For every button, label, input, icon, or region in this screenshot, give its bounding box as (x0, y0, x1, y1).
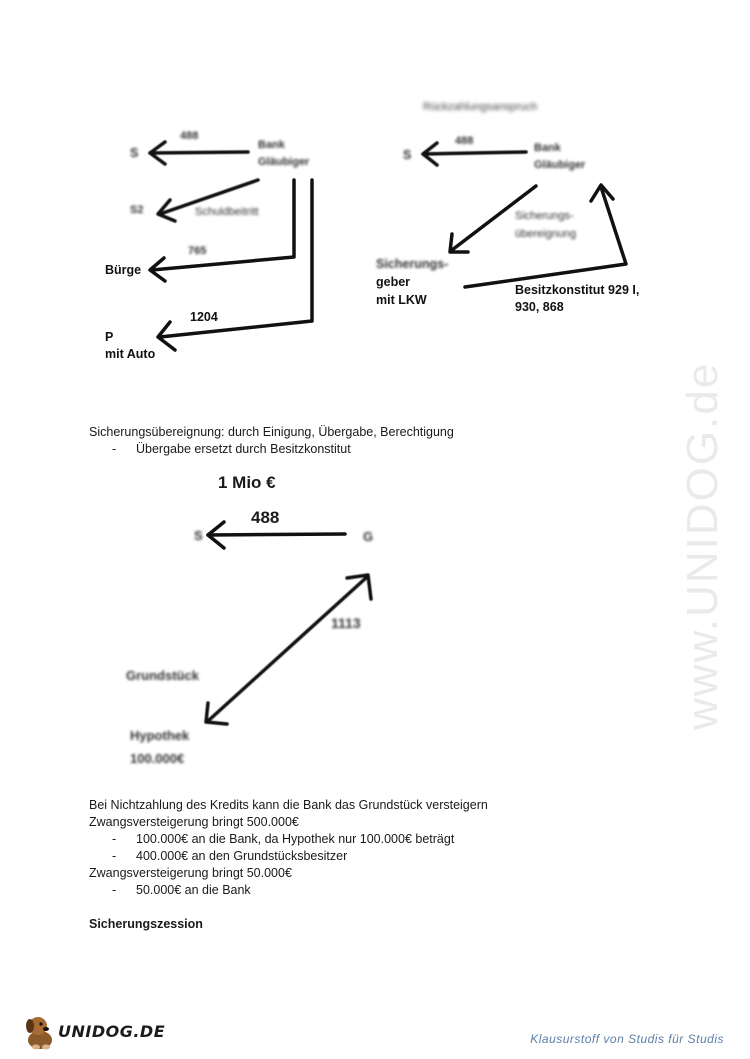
arrow-hypothek-to-g (206, 575, 371, 724)
arrow-bank-to-buerge (150, 180, 294, 281)
d3-grundstueck: Grundstück (126, 668, 199, 683)
logo-text: UNIDOG.DE (58, 1022, 166, 1041)
section2-line3: Zwangsversteigerung bringt 50.000€ (89, 866, 292, 880)
section2-heading: Sicherungszession (89, 917, 203, 931)
d2-besitz-line1: Besitzkonstitut 929 I, (515, 283, 640, 297)
arrow-bank2-to-s (423, 143, 526, 165)
d1-p-line1: P (105, 330, 114, 344)
bullet-dash: - (112, 849, 117, 863)
d2-besitz-line2: 930, 868 (515, 300, 564, 314)
section1-bullet-1-text: Übergabe ersetzt durch Besitzkonstitut (136, 442, 351, 456)
d2-geber-line1: Sicherungs- (376, 257, 449, 271)
d3-value-488: 488 (251, 508, 280, 527)
d2-bank-line2: Gläubiger (534, 159, 586, 171)
d3-hypothek-value: 100.000€ (130, 751, 185, 766)
d3-amount: 1 Mio € (218, 473, 276, 492)
d2-bank-line1: Bank (534, 142, 561, 154)
section2-bullet-a1 (112, 831, 454, 848)
d3-g-label: G (363, 529, 374, 544)
d1-buerge-value: 765 (188, 245, 207, 257)
d3-s-label: S (194, 528, 203, 543)
d2-sue-line1: Sicherungs- (515, 210, 574, 222)
section1-intro: Sicherungsübereignung: durch Einigung, Übergabe, Berechtigung (89, 425, 454, 439)
d2-geber-line2: geber (376, 275, 411, 289)
footer-tagline: Klausurstoff von Studis für Studis (530, 1032, 724, 1046)
d2-s-label: S (403, 148, 412, 162)
d1-s-value: 488 (180, 130, 199, 142)
section1-bullet-1 (112, 441, 351, 458)
watermark: www.UNIDOG.de (678, 361, 727, 730)
bullet-dash: - (112, 832, 117, 846)
d1-bank-line1: Bank (258, 139, 285, 151)
section2-bullet-a1-text: 100.000€ an die Bank, da Hypothek nur 100.000€ beträgt (136, 832, 455, 846)
arrow-bank-to-s (150, 142, 248, 164)
d1-p-value: 1204 (190, 310, 218, 324)
section2-line1: Bei Nichtzahlung des Kredits kann die Bank das Grundstück versteigern (89, 798, 488, 812)
unidog-logo[interactable] (22, 1012, 166, 1052)
d1-s-label: S (130, 146, 139, 160)
d1-schuld-label: Schuldbeitritt (195, 206, 259, 218)
dog-icon (22, 1012, 58, 1052)
d2-s-value: 488 (455, 135, 474, 147)
bullet-dash: - (112, 883, 117, 897)
d3-hypothek: Hypothek (130, 728, 190, 743)
section2-line2: Zwangsversteigerung bringt 500.000€ (89, 815, 299, 829)
d1-bank-line2: Gläubiger (258, 156, 310, 168)
d2-sue-line2: übereignung (515, 228, 577, 240)
section2-bullet-a2-text: 400.000€ an den Grundstücksbesitzer (136, 849, 348, 863)
d1-p-line2: mit Auto (105, 347, 156, 361)
d3-value-1113: 1113 (331, 615, 361, 631)
d2-geber-line3: mit LKW (376, 293, 427, 307)
d1-s2-label: S2 (130, 204, 144, 216)
section2-bullet-a2 (112, 848, 347, 865)
d1-buerge-label: Bürge (105, 263, 142, 277)
d2-heading: Rückzahlungsanspruch (423, 101, 538, 113)
bullet-dash: - (112, 442, 117, 456)
section2-bullet-b1 (112, 882, 251, 899)
section2-bullet-b1-text: 50.000€ an die Bank (136, 883, 251, 897)
